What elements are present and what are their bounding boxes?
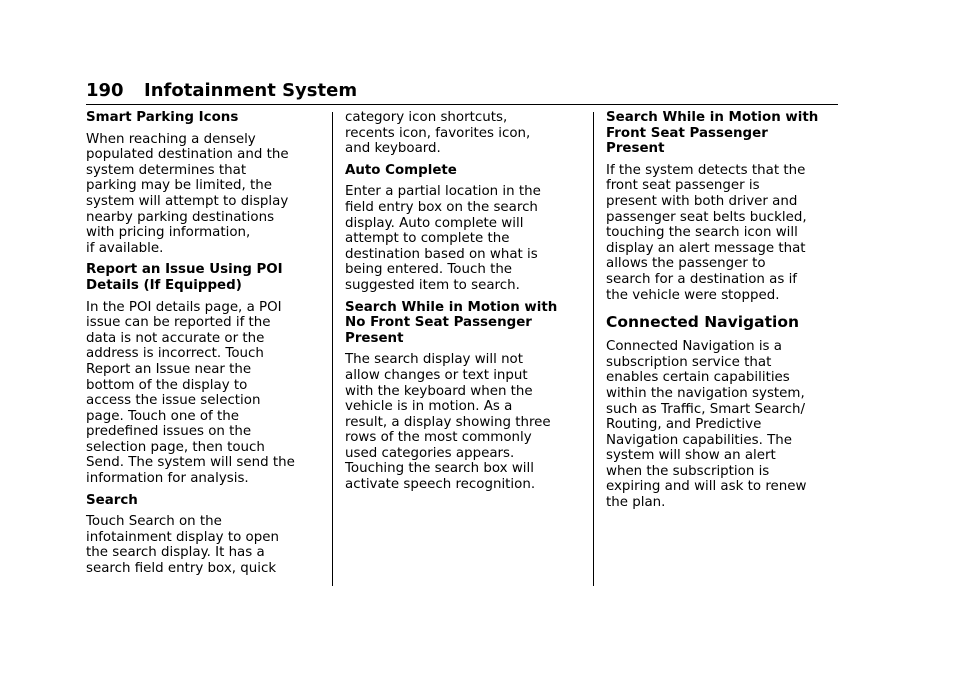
text-line: Search While in Motion with [345,299,558,315]
text-line: Routing, and Predictive [606,417,762,433]
text-line: Navigation capabilities. The [606,432,793,448]
text-line: page. Touch one of the [86,408,239,424]
text-line: predefined issues on the [86,424,252,440]
text-line: when the subscription is [606,463,770,479]
text-line: Connected Navigation [606,313,800,332]
paragraph-search-motion-passenger [606,163,842,303]
text-line: the vehicle were stopped. [606,287,780,303]
text-line: Connected Navigation is a [606,339,783,355]
text-line: passenger seat belts buckled, [606,209,807,225]
text-line: Search [86,492,138,508]
text-line: used categories appears. [345,445,515,461]
text-line: the plan. [606,495,666,511]
paragraph-smart-parking [86,132,322,257]
paragraph-search-continued [345,110,581,157]
text-line: attempt to complete the [345,231,510,247]
text-line: search field entry box, quick [86,561,277,577]
text-line: access the issue selection [86,393,261,409]
text-line: selection page, then touch [86,439,265,455]
text-line: bottom of the display to [86,377,248,393]
text-line: Present [606,141,665,157]
text-line: No Front Seat Passenger [345,315,532,331]
text-line: If the system detects that the [606,162,806,178]
paragraph-search-motion-no-passenger [345,352,581,492]
text-line: display. Auto complete will [345,215,524,231]
column-2 [345,110,581,499]
page-header [86,80,838,105]
text-line: suggested item to search. [345,277,520,293]
heading-smart-parking-icons [86,110,322,126]
text-line: search for a destination as if [606,271,798,287]
text-line: allows the passenger to [606,256,766,272]
text-line: When reaching a densely [86,131,256,147]
heading-report-issue [86,262,322,293]
column-divider-2 [593,112,594,586]
text-line: system will attempt to display [86,193,289,209]
text-line: Touch Search on the [86,514,222,530]
text-line: enables certain capabilities [606,370,790,386]
text-line: present with both driver and [606,193,798,209]
text-line: Smart Parking Icons [86,110,239,125]
text-line: Report an Issue near the [86,361,252,377]
text-line: with the keyboard when the [345,383,533,399]
text-line: Auto Complete [345,162,457,178]
text-line: allow changes or text input [345,367,528,383]
text-line: result, a display showing three [345,414,551,430]
text-line: subscription service that [606,354,772,370]
text-line: vehicle is in motion. As a [345,399,513,415]
page-title: Infotainment System [144,80,358,101]
text-line: The search display will not [345,352,524,368]
text-line: system will show an alert [606,448,776,464]
heading-connected-navigation [606,313,842,331]
text-line: Search While in Motion with [606,110,819,125]
column-3 [606,110,842,517]
text-line: issue can be reported if the [86,315,271,331]
text-line: system determines that [86,162,247,178]
text-line: Present [345,330,404,346]
text-line: parking may be limited, the [86,178,273,194]
page-number: 190 [86,80,124,101]
text-line: touching the search icon will [606,225,798,241]
text-line: expiring and will ask to renew [606,479,807,495]
text-line: destination based on what is [345,246,538,262]
text-line: such as Traffic, Smart Search/ [606,401,806,417]
text-line: if available. [86,240,164,256]
text-line: rows of the most commonly [345,430,532,446]
column-divider-1 [332,112,333,586]
text-line: Send. The system will send the [86,455,295,471]
text-line: activate speech recognition. [345,477,536,493]
text-line: Front Seat Passenger [606,125,768,141]
text-line: field entry box on the search [345,199,538,215]
text-line: Report an Issue Using POI [86,262,283,278]
text-line: and keyboard. [345,141,441,157]
text-line: populated destination and the [86,147,289,163]
text-line: information for analysis. [86,471,249,487]
heading-auto-complete [345,163,581,179]
text-line: display an alert message that [606,240,806,256]
heading-search-motion-passenger [606,110,842,157]
text-line: Touching the search box will [345,461,534,477]
text-line: recents icon, favorites icon, [345,125,531,141]
text-line: data is not accurate or the [86,330,265,346]
text-line: being entered. Touch the [345,262,513,278]
text-line: address is incorrect. Touch [86,346,264,362]
heading-search-motion-no-passenger [345,300,581,347]
text-line: the search display. It has a [86,545,265,561]
paragraph-connected-navigation [606,339,842,511]
text-line: Enter a partial location in the [345,184,541,200]
text-line: category icon shortcuts, [345,110,508,125]
column-1 [86,110,322,583]
text-line: infotainment display to open [86,529,279,545]
paragraph-search [86,514,322,576]
heading-search [86,493,322,509]
paragraph-auto-complete [345,184,581,293]
text-line: within the navigation system, [606,385,805,401]
text-line: In the POI details page, a POI [86,299,282,315]
text-line: front seat passenger is [606,178,760,194]
paragraph-report-issue [86,300,322,487]
text-line: with pricing information, [86,225,251,241]
text-line: nearby parking destinations [86,209,275,225]
text-line: Details (If Equipped) [86,277,242,293]
